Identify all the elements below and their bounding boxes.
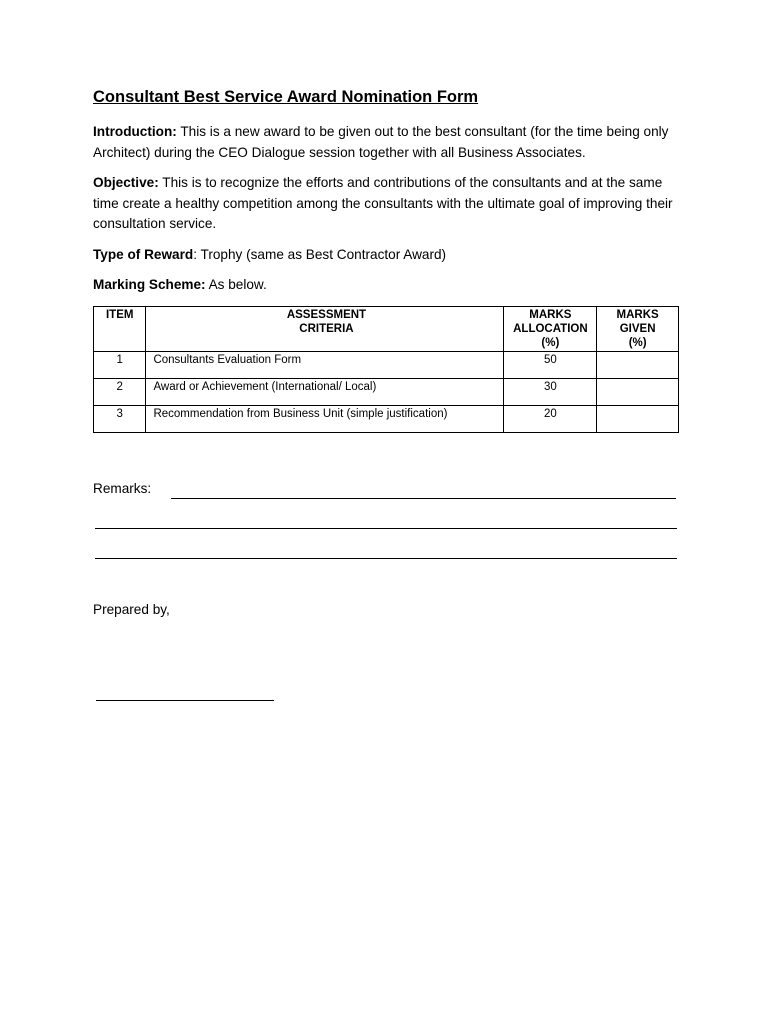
table-header-row xyxy=(94,306,679,351)
header-allocation: MARKS ALLOCATION (%) xyxy=(504,306,597,351)
objective-paragraph xyxy=(93,173,679,235)
remarks-line-2[interactable] xyxy=(95,528,677,529)
row-criteria: Recommendation from Business Unit (simple justification) xyxy=(146,405,504,432)
table-row xyxy=(94,378,679,405)
header-criteria: ASSESSMENT CRITERIA xyxy=(146,306,504,351)
remarks-line-1[interactable] xyxy=(171,498,676,499)
row-item-number: 2 xyxy=(94,378,146,405)
table-row xyxy=(94,351,679,378)
introduction-label: Introduction: xyxy=(93,124,177,139)
row-item-number: 1 xyxy=(94,351,146,378)
marking-text: As below. xyxy=(205,277,267,292)
prepared-by-label: Prepared by, xyxy=(93,602,170,617)
row-criteria: Award or Achievement (International/ Local) xyxy=(146,378,504,405)
row-criteria: Consultants Evaluation Form xyxy=(146,351,504,378)
objective-label: Objective: xyxy=(93,175,159,190)
header-given: MARKS GIVEN (%) xyxy=(597,306,679,351)
row-marks-given-field[interactable] xyxy=(597,405,679,432)
row-allocation: 30 xyxy=(504,378,597,405)
row-item-number: 3 xyxy=(94,405,146,432)
introduction-paragraph xyxy=(93,122,679,163)
form-title: Consultant Best Service Award Nomination Form xyxy=(93,88,479,106)
table-row xyxy=(94,405,679,432)
row-allocation: 50 xyxy=(504,351,597,378)
marking-label: Marking Scheme: xyxy=(93,277,206,292)
reward-paragraph xyxy=(93,245,679,266)
remarks-label: Remarks: xyxy=(93,481,152,496)
header-item: ITEM xyxy=(94,306,146,351)
reward-text: : Trophy (same as Best Contractor Award) xyxy=(193,246,447,262)
signature-line[interactable] xyxy=(96,700,274,701)
objective-text: This is to recognize the efforts and contributions of the consultants and at the same time create a healthy competition among the consultants with the ultimate goal of improving their consultation service. xyxy=(93,175,673,231)
form-document xyxy=(93,86,679,433)
row-marks-given-field[interactable] xyxy=(597,378,679,405)
marking-table xyxy=(93,306,679,433)
marking-paragraph xyxy=(93,275,679,296)
remarks-line-3[interactable] xyxy=(95,558,677,559)
row-allocation: 20 xyxy=(504,405,597,432)
row-marks-given-field[interactable] xyxy=(597,351,679,378)
introduction-text: This is a new award to be given out to the best consultant (for the time being only Architect) during the CEO Dialogue session together with all Business Associates. xyxy=(93,124,669,160)
reward-label: Type of Reward xyxy=(93,246,194,262)
